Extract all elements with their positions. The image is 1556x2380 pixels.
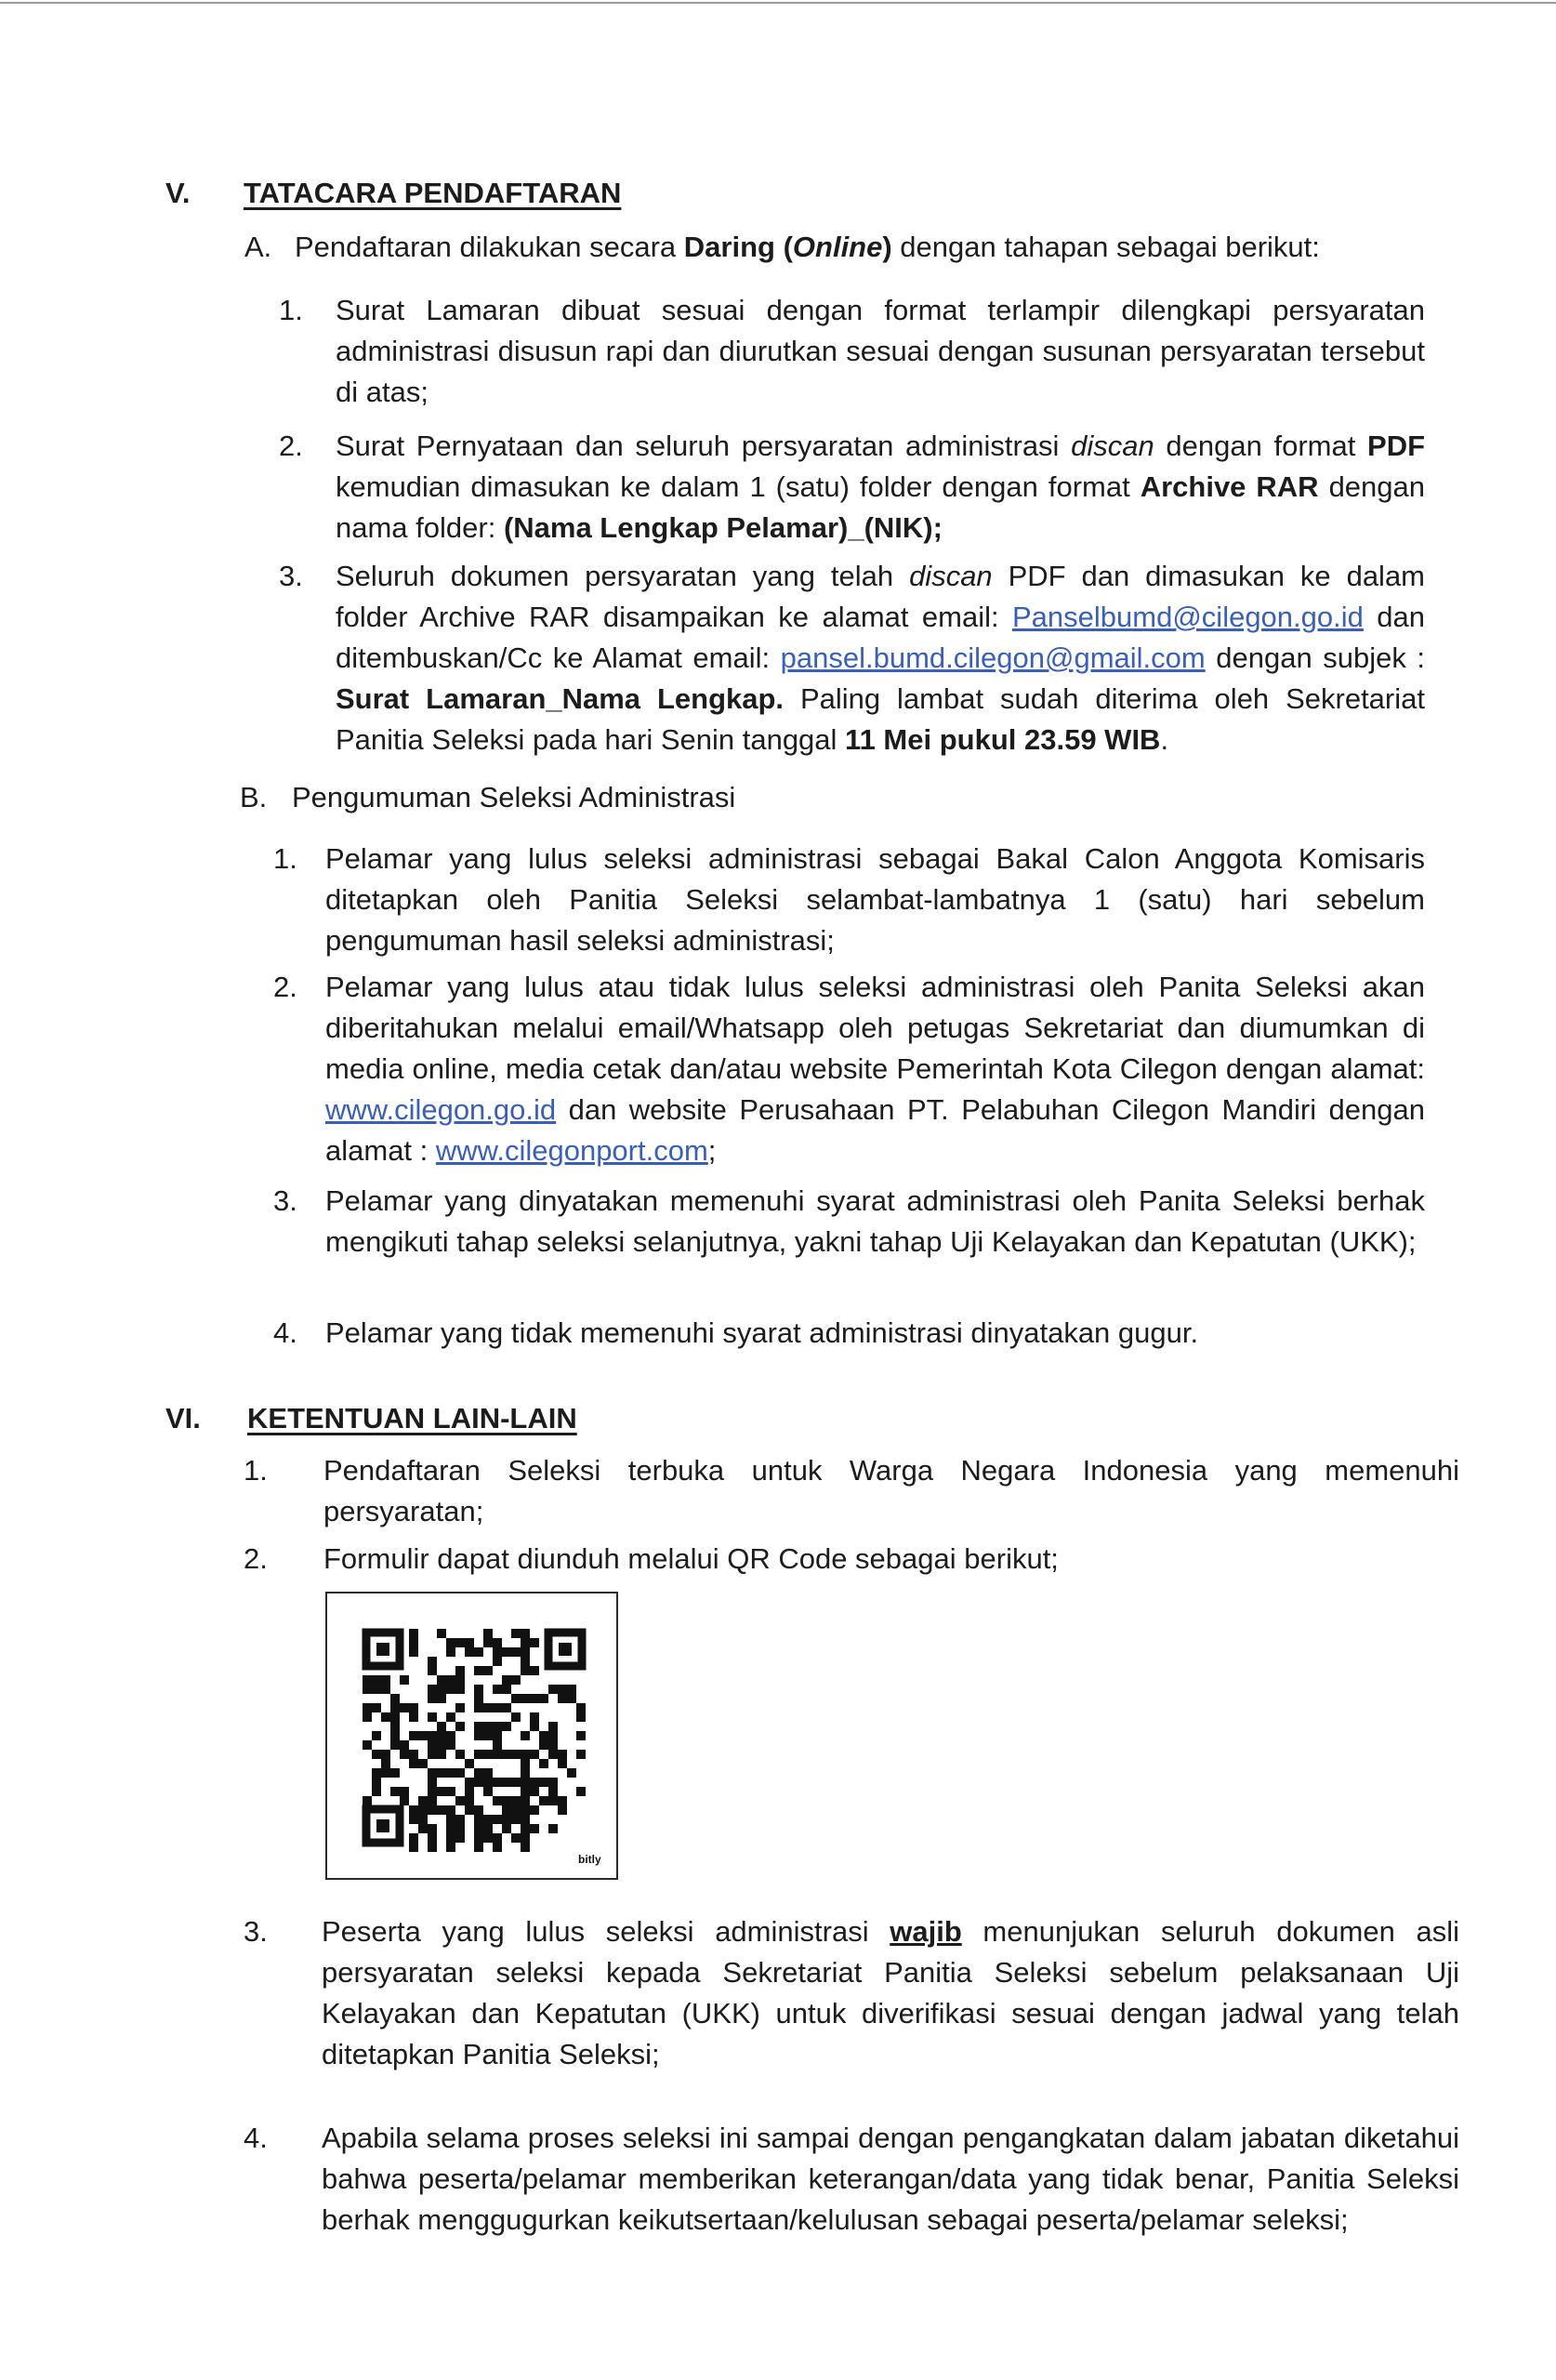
list-item-text: Pendaftaran Seleksi terbuka untuk Warga Negara Indonesia yang memenuhi persyaratan; (323, 1454, 1459, 1527)
list-marker: 3. (279, 560, 303, 592)
list-item-text: Surat Pernyataan dan seluruh persyaratan administrasi discan dengan format PDF kemudian dimasukan ke dalam 1 (satu) folder dengan format Archive RAR dengan nama folder: (Nama Lengkap Pelamar)_(NIK); (336, 430, 1426, 544)
qr-code-image[interactable] (327, 1593, 616, 1878)
email-cc-link[interactable]: pansel.bumd.cilegon@gmail.com (780, 641, 1206, 674)
section-title: KETENTUAN LAIN-LAIN (247, 1402, 577, 1435)
list-item-text: Seluruh dokumen persyaratan yang telah discan PDF dan dimasukan ke dalam folder Archive RAR disampaikan ke alamat email: Panselbumd@cilegon.go.id dan ditembuskan/Cc ke Alamat email: pansel.bumd.cilegon@gmail.com dengan subjek : Surat Lamaran_Nama Lengkap. Paling lambat sudah diterima oleh Sekretariat Panitia Seleksi pada hari Senin tanggal 11 Mei pukul 23.59 WIB. (336, 560, 1426, 756)
list-marker: B. (240, 781, 268, 813)
qr-code-frame (325, 1592, 618, 1880)
website-link-cilegonport[interactable]: www.cilegonport.com (435, 1134, 708, 1167)
list-marker: 1. (244, 1454, 268, 1487)
list-marker: 2. (279, 430, 303, 462)
bitly-logo: bitly (578, 1853, 601, 1866)
list-item-text: Pelamar yang tidak memenuhi syarat administrasi dinyatakan gugur. (325, 1316, 1199, 1349)
subsection-b-text: Pengumuman Seleksi Administrasi (292, 781, 736, 813)
list-item-text: Formulir dapat diunduh melalui QR Code sebagai berikut; (323, 1542, 1059, 1575)
email-link[interactable]: Panselbumd@cilegon.go.id (1012, 601, 1364, 633)
section-title: TATACARA PENDAFTARAN (244, 177, 622, 209)
list-marker: 1. (273, 842, 297, 875)
section-number: VI. (165, 1402, 201, 1435)
section-number: V. (165, 177, 191, 209)
list-item-text: Peserta yang lulus seleksi administrasi wajib menunjukan seluruh dokumen asli persyaratan seleksi kepada Sekretariat Panitia Seleksi sebelum pelaksanaan Uji Kelayakan dan Kepatutan (UKK) untuk diverifikasi sesuai dengan jadwal yang telah ditetapkan Panitia Seleksi; (322, 1915, 1459, 2070)
list-item-text: Pelamar yang lulus seleksi administrasi sebagai Bakal Calon Anggota Komisaris ditetapkan oleh Panitia Seleksi selambat-lambatnya 1 (satu) hari sebelum pengumuman hasil seleksi administrasi; (325, 842, 1425, 957)
list-marker: 3. (244, 1915, 268, 1948)
list-item-text: Pelamar yang dinyatakan memenuhi syarat administrasi oleh Panita Seleksi berhak mengikuti tahap seleksi selanjutnya, yakni tahap Uji Kelayakan dan Kepatutan (UKK); (325, 1184, 1425, 1258)
list-item-text: Surat Lamaran dibuat sesuai dengan format terlampir dilengkapi persyaratan administrasi disusun rapi dan diurutkan sesuai dengan susunan persyaratan tersebut di atas; (336, 294, 1425, 408)
list-marker: 2. (273, 971, 297, 1003)
list-item-text: Apabila selama proses seleksi ini sampai dengan pengangkatan dalam jabatan diketahui bahwa peserta/pelamar memberikan keterangan/data yang tidak benar, Panitia Seleksi berhak menggugurkan keikutsertaan/kelulusan sebagai peserta/pelamar seleksi; (322, 2122, 1459, 2236)
list-marker: 2. (244, 1542, 268, 1575)
list-item-text: Pelamar yang lulus atau tidak lulus seleksi administrasi oleh Panita Seleksi akan diberitahukan melalui email/Whatsapp oleh petugas Sekretariat dan diumumkan di media online, media cetak dan/atau website Pemerintah Kota Cilegon dengan alamat: www.cilegon.go.id dan website Perusahaan PT. Pelabuhan Cilegon Mandiri dengan alamat : www.cilegonport.com; (325, 971, 1425, 1167)
list-marker: 4. (244, 2122, 268, 2154)
list-marker: A. (244, 231, 272, 263)
list-marker: 1. (279, 294, 303, 326)
list-marker: 4. (273, 1316, 297, 1349)
scan-top-edge (0, 2, 1556, 4)
website-link-cilegon[interactable]: www.cilegon.go.id (325, 1093, 557, 1126)
subsection-a-text: Pendaftaran dilakukan secara Daring (Online) dengan tahapan sebagai berikut: (295, 231, 1320, 263)
list-marker: 3. (273, 1184, 297, 1217)
